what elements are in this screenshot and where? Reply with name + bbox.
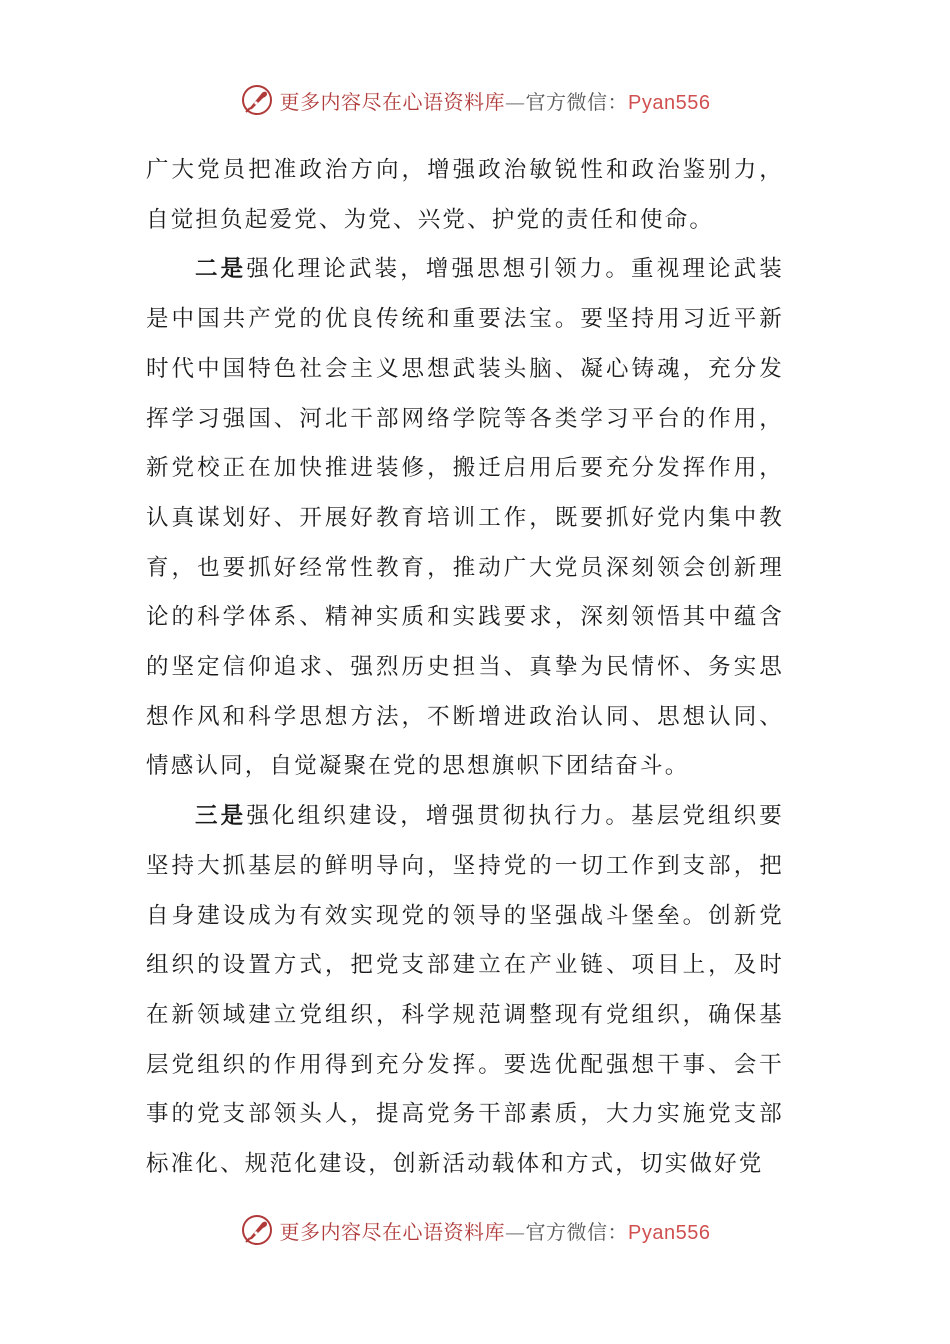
paragraph-3-lead: 三是 (195, 803, 247, 830)
watermark-label: 官方微信： (525, 1219, 629, 1244)
paragraph-2-text: 强化理论武装，增强思想引领力。重视理论武装是中国共产党的优良传统和重要法宝。要坚持用习近平新时代中国特色社会主义思想武装头脑、凝心铸魂，充分发挥学习强国、河北干部网络学院等各类学习平台的作用，新党校正在加快推进装修，搬迁启用后要充分发挥作用，认真谋划好、开展好教育培训工作，既要抓好党内集中教育，也要抓好经常性教育，推动广大党员深刻领会创新理论的科学体系、精神实质和实践要求，深刻领悟其中蕴含的坚定信仰追求、强烈历史担当、真挚为民情怀、务实思想作风和科学思想方法，不断增进政治认同、思想认同、情感认同，自觉凝聚在党的思想旗帜下团结奋斗。 (146, 256, 785, 780)
header-watermark (0, 80, 950, 120)
watermark-brand: 更多内容尽在心语资料库 (279, 89, 506, 114)
watermark-wechat-id: Pyan556 (628, 1221, 711, 1244)
watermark-wechat-id: Pyan556 (628, 91, 711, 114)
quill-pen-logo-icon (240, 83, 274, 117)
watermark-separator: — (505, 1219, 526, 1244)
watermark-text (280, 86, 711, 115)
watermark-separator: — (505, 89, 526, 114)
paragraph-1 (146, 146, 784, 245)
paragraph-1-text: 广大党员把准政治方向，增强政治敏锐性和政治鉴别力，自觉担负起爱党、为党、兴党、护党的责任和使命。 (146, 157, 784, 233)
paragraph-2-lead: 二是 (195, 256, 247, 283)
watermark-label: 官方微信： (525, 89, 629, 114)
paragraph-3 (146, 792, 784, 1190)
document-body (146, 146, 784, 1190)
paragraph-3-text: 强化组织建设，增强贯彻执行力。基层党组织要坚持大抓基层的鲜明导向，坚持党的一切工作到支部，把自身建设成为有效实现党的领导的坚强战斗堡垒。创新党组织的设置方式，把党支部建立在产业链、项目上，及时在新领域建立党组织，科学规范调整现有党组织，确保基层党组织的作用得到充分发挥。要选优配强想干事、会干事的党支部领头人，提高党务干部素质，大力实施党支部标准化、规范化建设，创新活动载体和方式，切实做好党 (146, 803, 785, 1178)
paragraph-2 (146, 245, 784, 792)
watermark-brand: 更多内容尽在心语资料库 (279, 1219, 506, 1244)
footer-watermark (0, 1210, 950, 1250)
watermark-text (280, 1216, 711, 1245)
quill-pen-logo-icon (240, 1213, 274, 1247)
